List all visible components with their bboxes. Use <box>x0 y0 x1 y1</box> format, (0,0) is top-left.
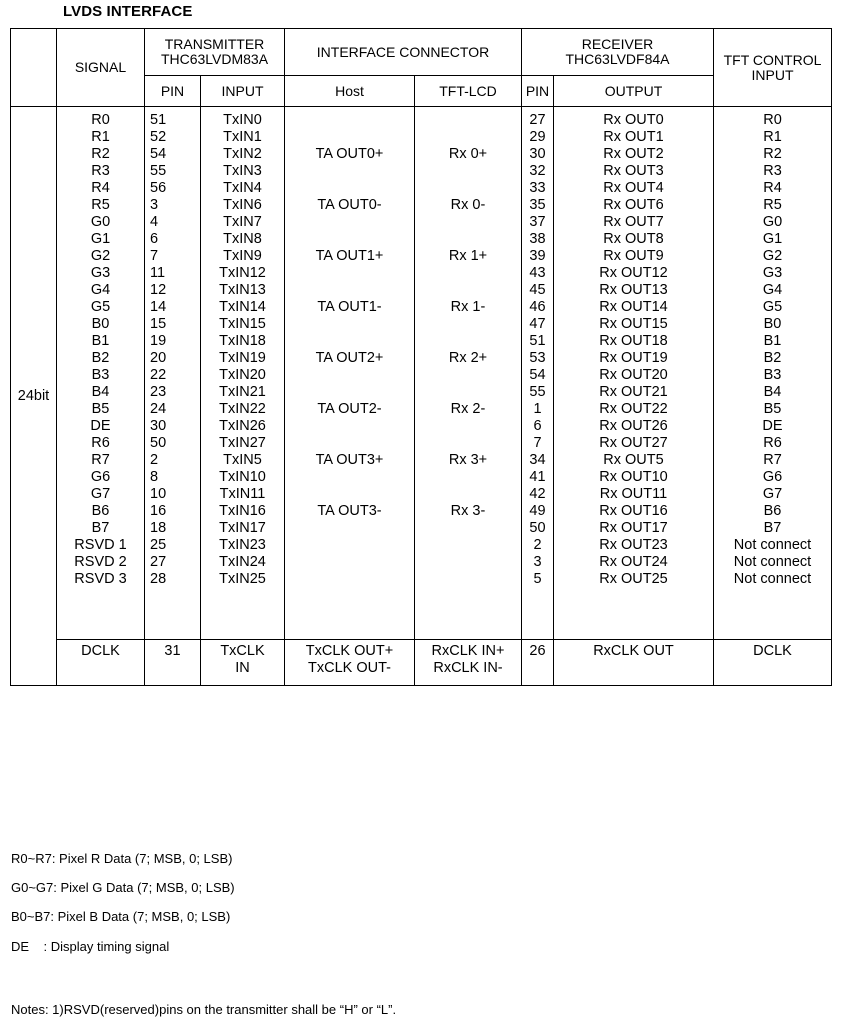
input-cell: TxIN17 <box>219 520 266 536</box>
input-cell: TxIN5 <box>223 452 262 468</box>
host-pair-cell: TA OUT0- <box>317 197 382 213</box>
output-cell: Rx OUT7 <box>603 214 664 230</box>
output-cell: Rx OUT22 <box>599 401 668 417</box>
input-cell: TxIN14 <box>219 299 266 315</box>
tft-cell: B1 <box>763 333 782 349</box>
rpin-cell: 33 <box>529 180 546 196</box>
lcd-pair-cell: Rx 1+ <box>448 248 488 264</box>
output-cell: Rx OUT6 <box>603 197 664 213</box>
lcd-pair-cell: Rx 2+ <box>448 350 488 366</box>
dclk-tft: DCLK <box>714 640 832 686</box>
input-cell: TxIN11 <box>219 486 266 502</box>
input-cell: TxIN13 <box>219 282 266 298</box>
tft-cell: B4 <box>763 384 782 400</box>
tft-cell: R4 <box>763 180 782 196</box>
legend-b: B0~B7: Pixel B Data (7; MSB, 0; LSB) <box>11 909 231 924</box>
pin-cell: 19 <box>150 333 167 349</box>
signal-cell: G4 <box>90 282 111 298</box>
output-cell: Rx OUT16 <box>599 503 668 519</box>
receiver-pin-column <box>522 107 554 640</box>
rpin-cell: 37 <box>529 214 546 230</box>
input-header: INPUT <box>201 76 285 107</box>
signal-cell: G2 <box>90 248 111 264</box>
lcd-pair-cell: Rx 2- <box>450 401 486 417</box>
input-cell: TxIN25 <box>219 571 266 587</box>
rpin-cell: 55 <box>529 384 546 400</box>
output-cell: Rx OUT1 <box>603 129 664 145</box>
output-cell: Rx OUT10 <box>599 469 668 485</box>
transmitter-pin-column <box>145 107 201 640</box>
receiver-header <box>522 29 714 76</box>
signal-header: SIGNAL <box>57 29 145 107</box>
pin-cell: 25 <box>150 537 167 553</box>
rpin-cell: 34 <box>529 452 546 468</box>
host-pair-cell: TA OUT3+ <box>315 452 384 468</box>
rpin-cell: 3 <box>533 554 542 570</box>
lcd-pair-cell: Rx 0+ <box>448 146 488 162</box>
rpin-cell: 49 <box>529 503 546 519</box>
tft-cell: G3 <box>762 265 783 281</box>
input-cell: TxIN10 <box>219 469 266 485</box>
output-cell: Rx OUT5 <box>603 452 664 468</box>
dclk-host-line-2: TxCLK OUT- <box>308 660 391 676</box>
tft-cell: R1 <box>763 129 782 145</box>
signal-cell: B7 <box>91 520 110 536</box>
pin-cell: 20 <box>150 350 167 366</box>
pin-cell: 16 <box>150 503 167 519</box>
receiver-part: THC63LVDF84A <box>565 51 670 67</box>
input-cell: TxIN27 <box>219 435 266 451</box>
rpin-cell: 51 <box>529 333 546 349</box>
pin-cell: 18 <box>150 520 167 536</box>
rpin-cell: 46 <box>529 299 546 315</box>
signal-cell: G7 <box>90 486 111 502</box>
tft-cell: G6 <box>762 469 783 485</box>
input-cell: TxIN12 <box>219 265 266 281</box>
legend-r: R0~R7: Pixel R Data (7; MSB, 0; LSB) <box>11 851 233 866</box>
output-cell: Rx OUT20 <box>599 367 668 383</box>
receiver-label: RECEIVER <box>581 36 654 52</box>
pin-cell: 10 <box>150 486 167 502</box>
pin-cell: 52 <box>150 129 167 145</box>
signal-cell: B6 <box>91 503 110 519</box>
pin-cell: 7 <box>150 248 159 264</box>
dclk-host-line-1: TxCLK OUT+ <box>305 643 394 659</box>
dclk-signal: DCLK <box>57 640 145 686</box>
host-pair-cell: TA OUT3- <box>317 503 382 519</box>
output-cell: Rx OUT26 <box>599 418 668 434</box>
signal-cell: B4 <box>91 384 110 400</box>
tft-cell: G7 <box>762 486 783 502</box>
legend-g: G0~G7: Pixel G Data (7; MSB, 0; LSB) <box>11 880 235 895</box>
input-cell: TxIN8 <box>223 231 262 247</box>
lcd-pair-cell: Rx 0- <box>450 197 486 213</box>
tft-lcd-header: TFT-LCD <box>415 76 522 107</box>
signal-cell: G6 <box>90 469 111 485</box>
signal-cell: R6 <box>91 435 110 451</box>
dclk-lcd-line-1: RxCLK IN+ <box>431 643 505 659</box>
dclk-pin: 31 <box>145 640 201 686</box>
signal-cell: B3 <box>91 367 110 383</box>
page-title: LVDS INTERFACE <box>63 3 193 20</box>
rpin-cell: 54 <box>529 367 546 383</box>
host-pair-cell: TA OUT0+ <box>315 146 384 162</box>
pin-cell: 14 <box>150 299 167 315</box>
tft-cell: B0 <box>763 316 782 332</box>
input-cell: TxIN18 <box>219 333 266 349</box>
output-cell: Rx OUT25 <box>599 571 668 587</box>
input-cell: TxIN9 <box>223 248 262 264</box>
tft-cell: R0 <box>763 112 782 128</box>
dclk-output: RxCLK OUT <box>554 640 714 686</box>
tft-cell: G0 <box>762 214 783 230</box>
rpin-cell: 7 <box>533 435 542 451</box>
tft-cell: G1 <box>762 231 783 247</box>
output-cell: Rx OUT14 <box>599 299 668 315</box>
pin-cell: 28 <box>150 571 167 587</box>
transmitter-label: TRANSMITTER <box>164 36 265 52</box>
tft-cell: R5 <box>763 197 782 213</box>
signal-cell: G5 <box>90 299 111 315</box>
host-column <box>285 107 415 640</box>
input-cell: TxIN26 <box>219 418 266 434</box>
pin-cell: 3 <box>150 197 159 213</box>
input-cell: TxIN19 <box>219 350 266 366</box>
signal-cell: R0 <box>91 112 110 128</box>
input-cell: TxIN1 <box>223 129 262 145</box>
receiver-output-column <box>554 107 714 640</box>
host-pair-cell: TA OUT1+ <box>315 248 384 264</box>
tft-cell: G4 <box>762 282 783 298</box>
signal-cell: R5 <box>91 197 110 213</box>
signal-cell: B5 <box>91 401 110 417</box>
pin-cell: 24 <box>150 401 167 417</box>
receiver-pin-header: PIN <box>522 76 554 107</box>
pin-cell: 51 <box>150 112 167 128</box>
signal-cell: B1 <box>91 333 110 349</box>
signal-cell: G3 <box>90 265 111 281</box>
tft-header <box>714 29 832 107</box>
signal-cell: G1 <box>90 231 111 247</box>
pin-cell: 6 <box>150 231 159 247</box>
tft-cell: G2 <box>762 248 783 264</box>
tft-cell: R7 <box>763 452 782 468</box>
tft-cell: R2 <box>763 146 782 162</box>
pin-cell: 23 <box>150 384 167 400</box>
header-row-1 <box>11 29 832 76</box>
rpin-cell: 30 <box>529 146 546 162</box>
signal-cell: R4 <box>91 180 110 196</box>
tft-label: TFT CONTROL <box>723 51 822 68</box>
input-cell: TxIN4 <box>223 180 262 196</box>
data-body-row <box>11 107 832 640</box>
tft-cell: G5 <box>762 299 783 315</box>
output-cell: Rx OUT11 <box>599 486 668 502</box>
rpin-cell: 1 <box>533 401 542 417</box>
pin-cell: 54 <box>150 146 167 162</box>
signal-cell: R2 <box>91 146 110 162</box>
host-header: Host <box>285 76 415 107</box>
pin-cell: 4 <box>150 214 159 230</box>
pin-cell: 11 <box>150 265 166 281</box>
tft-cell: R6 <box>763 435 782 451</box>
rpin-cell: 27 <box>529 112 546 128</box>
notes-text: Notes: 1)RSVD(reserved)pins on the transmitter shall be “H” or “L”. <box>11 1002 397 1017</box>
rpin-cell: 29 <box>529 129 546 145</box>
input-cell: TxIN15 <box>219 316 266 332</box>
output-cell: Rx OUT15 <box>599 316 668 332</box>
output-cell: Rx OUT0 <box>603 112 664 128</box>
input-cell: TxIN23 <box>219 537 266 553</box>
output-cell: Rx OUT24 <box>599 554 668 570</box>
rpin-cell: 53 <box>529 350 546 366</box>
input-cell: TxIN6 <box>223 197 262 213</box>
input-cell: TxIN16 <box>219 503 266 519</box>
group-label: 24bit <box>11 107 57 686</box>
rpin-cell: 5 <box>533 571 542 587</box>
tft-input-column <box>714 107 832 640</box>
output-cell: Rx OUT8 <box>603 231 664 247</box>
rpin-cell: 35 <box>529 197 546 213</box>
pin-cell: 8 <box>150 469 159 485</box>
tft-cell: DE <box>762 418 783 434</box>
output-header: OUTPUT <box>554 76 714 107</box>
signal-cell: RSVD 1 <box>74 537 127 553</box>
rpin-cell: 38 <box>529 231 546 247</box>
lvds-interface-table <box>10 28 832 686</box>
rpin-cell: 45 <box>529 282 546 298</box>
lcd-pair-cell: Rx 3- <box>450 503 486 519</box>
signal-cell: R3 <box>91 163 110 179</box>
pin-cell: 56 <box>150 180 167 196</box>
input-cell: TxIN20 <box>219 367 266 383</box>
output-cell: Rx OUT2 <box>603 146 664 162</box>
pin-cell: 27 <box>150 554 167 570</box>
rpin-cell: 41 <box>529 469 546 485</box>
tft-label-2: INPUT <box>751 66 794 83</box>
output-cell: Rx OUT4 <box>603 180 664 196</box>
signal-cell: B0 <box>91 316 110 332</box>
connector-header: INTERFACE CONNECTOR <box>285 29 522 76</box>
rpin-cell: 47 <box>529 316 546 332</box>
input-cell: TxIN0 <box>223 112 262 128</box>
rpin-cell: 32 <box>529 163 546 179</box>
signal-column <box>57 107 145 640</box>
tft-cell: B5 <box>763 401 782 417</box>
output-cell: Rx OUT27 <box>599 435 668 451</box>
legend-de: DE : Display timing signal <box>11 939 170 954</box>
rpin-cell: 39 <box>529 248 546 264</box>
tft-cell: B3 <box>763 367 782 383</box>
signal-cell: R1 <box>91 129 110 145</box>
pin-cell: 55 <box>150 163 167 179</box>
tft-cell: B2 <box>763 350 782 366</box>
transmitter-header <box>145 29 285 76</box>
pin-header: PIN <box>145 76 201 107</box>
tft-cell: Not connect <box>733 554 812 570</box>
output-cell: Rx OUT18 <box>599 333 668 349</box>
signal-cell: B2 <box>91 350 110 366</box>
input-cell: TxIN7 <box>223 214 262 230</box>
input-cell: TxIN2 <box>223 146 262 162</box>
input-cell: TxIN3 <box>223 163 262 179</box>
pin-cell: 50 <box>150 435 167 451</box>
tft-cell: Not connect <box>733 571 812 587</box>
input-cell: TxIN24 <box>219 554 266 570</box>
host-pair-cell: TA OUT2+ <box>315 350 384 366</box>
input-cell: TxIN21 <box>219 384 266 400</box>
signal-cell: DE <box>90 418 111 434</box>
rpin-cell: 42 <box>529 486 546 502</box>
dclk-input <box>201 640 285 686</box>
output-cell: Rx OUT9 <box>603 248 664 264</box>
pin-cell: 12 <box>150 282 167 298</box>
dclk-input-line-1: TxCLK <box>220 643 265 659</box>
pin-cell: 30 <box>150 418 167 434</box>
transmitter-input-column <box>201 107 285 640</box>
tft-lcd-column <box>415 107 522 640</box>
signal-cell: G0 <box>90 214 111 230</box>
tft-cell: R3 <box>763 163 782 179</box>
group-header-cell <box>11 29 57 107</box>
rpin-cell: 50 <box>529 520 546 536</box>
transmitter-part: THC63LVDM83A <box>160 51 269 67</box>
dclk-input-line-2: IN <box>235 660 250 676</box>
lcd-pair-cell: Rx 3+ <box>448 452 488 468</box>
tft-cell: B7 <box>763 520 782 536</box>
rpin-cell: 6 <box>533 418 542 434</box>
output-cell: Rx OUT12 <box>599 265 668 281</box>
output-cell: Rx OUT13 <box>599 282 668 298</box>
rpin-cell: 2 <box>533 537 542 553</box>
pin-cell: 15 <box>150 316 167 332</box>
output-cell: Rx OUT17 <box>599 520 668 536</box>
dclk-host <box>285 640 415 686</box>
dclk-receiver-pin: 26 <box>522 640 554 686</box>
input-cell: TxIN22 <box>219 401 266 417</box>
signal-cell: RSVD 2 <box>74 554 127 570</box>
rpin-cell: 43 <box>529 265 546 281</box>
pin-cell: 22 <box>150 367 167 383</box>
lcd-pair-cell: Rx 1- <box>450 299 486 315</box>
signal-cell: RSVD 3 <box>74 571 127 587</box>
dclk-lcd <box>415 640 522 686</box>
output-cell: Rx OUT21 <box>599 384 668 400</box>
pin-cell: 2 <box>150 452 159 468</box>
output-cell: Rx OUT23 <box>599 537 668 553</box>
output-cell: Rx OUT19 <box>599 350 668 366</box>
host-pair-cell: TA OUT1- <box>317 299 382 315</box>
dclk-lcd-line-2: RxCLK IN- <box>433 660 503 676</box>
signal-cell: R7 <box>91 452 110 468</box>
tft-cell: Not connect <box>733 537 812 553</box>
dclk-row <box>11 640 832 686</box>
output-cell: Rx OUT3 <box>603 163 664 179</box>
tft-cell: B6 <box>763 503 782 519</box>
host-pair-cell: TA OUT2- <box>317 401 382 417</box>
